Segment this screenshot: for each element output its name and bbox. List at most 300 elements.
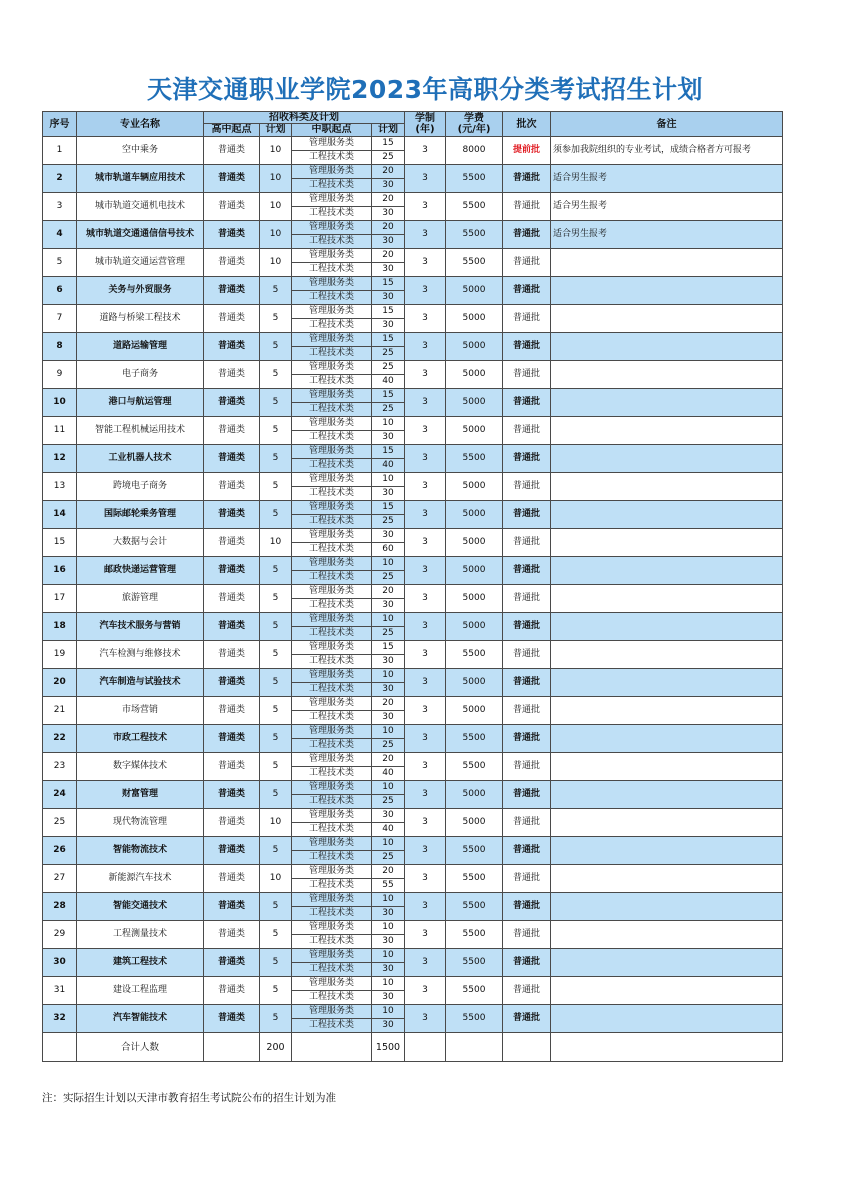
row-seq: 23 xyxy=(43,753,77,781)
table-row xyxy=(43,193,783,207)
row-batch: 普通批 xyxy=(503,949,551,977)
table-row xyxy=(43,613,783,627)
row-hs-category: 普通类 xyxy=(204,389,260,417)
row-batch: 普通批 xyxy=(503,753,551,781)
row-batch: 普通批 xyxy=(503,585,551,613)
row-batch: 普通批 xyxy=(503,501,551,529)
row-seq: 14 xyxy=(43,501,77,529)
row-fee: 5000 xyxy=(446,277,503,305)
row-major: 城市轨道交通运营管理 xyxy=(77,249,204,277)
row-vs-category-mgmt: 管理服务类 xyxy=(292,613,372,627)
table-row xyxy=(43,333,783,347)
row-major: 城市轨道车辆应用技术 xyxy=(77,165,204,193)
row-batch: 普通批 xyxy=(503,445,551,473)
row-vs-category-eng: 工程技术类 xyxy=(292,991,372,1005)
row-hs-plan: 5 xyxy=(260,837,292,865)
row-note xyxy=(551,893,783,921)
table-row xyxy=(43,501,783,515)
row-batch: 普通批 xyxy=(503,613,551,641)
table-row xyxy=(43,389,783,403)
row-vs-plan-mgmt: 20 xyxy=(372,585,405,599)
row-vs-plan-eng: 25 xyxy=(372,739,405,753)
row-note xyxy=(551,473,783,501)
row-hs-category: 普通类 xyxy=(204,473,260,501)
header-plan-group: 招收科类及计划 xyxy=(204,112,405,124)
row-hs-plan: 5 xyxy=(260,921,292,949)
row-note xyxy=(551,613,783,641)
row-major: 数字媒体技术 xyxy=(77,753,204,781)
row-fee: 5000 xyxy=(446,557,503,585)
table-row xyxy=(43,669,783,683)
row-hs-category: 普通类 xyxy=(204,977,260,1005)
row-major: 汽车技术服务与营销 xyxy=(77,613,204,641)
row-vs-category-mgmt: 管理服务类 xyxy=(292,501,372,515)
row-vs-category-eng: 工程技术类 xyxy=(292,375,372,389)
row-vs-category-mgmt: 管理服务类 xyxy=(292,445,372,459)
row-note xyxy=(551,725,783,753)
row-fee: 5000 xyxy=(446,501,503,529)
row-seq: 7 xyxy=(43,305,77,333)
row-fee: 5000 xyxy=(446,585,503,613)
total-label: 合计人数 xyxy=(77,1033,204,1062)
row-vs-category-mgmt: 管理服务类 xyxy=(292,893,372,907)
row-duration: 3 xyxy=(405,865,446,893)
row-vs-category-mgmt: 管理服务类 xyxy=(292,221,372,235)
row-vs-plan-mgmt: 15 xyxy=(372,277,405,291)
row-hs-category: 普通类 xyxy=(204,277,260,305)
row-batch: 普通批 xyxy=(503,781,551,809)
row-hs-plan: 5 xyxy=(260,277,292,305)
row-major: 关务与外贸服务 xyxy=(77,277,204,305)
row-vs-plan-eng: 60 xyxy=(372,543,405,557)
row-vs-plan-eng: 30 xyxy=(372,599,405,613)
row-vs-category-mgmt: 管理服务类 xyxy=(292,669,372,683)
row-fee: 5000 xyxy=(446,613,503,641)
table-row xyxy=(43,641,783,655)
row-hs-category: 普通类 xyxy=(204,417,260,445)
row-vs-category-mgmt: 管理服务类 xyxy=(292,249,372,263)
row-hs-category: 普通类 xyxy=(204,1005,260,1033)
row-vs-plan-mgmt: 15 xyxy=(372,445,405,459)
row-seq: 1 xyxy=(43,137,77,165)
row-vs-category-eng: 工程技术类 xyxy=(292,347,372,361)
row-seq: 29 xyxy=(43,921,77,949)
row-hs-category: 普通类 xyxy=(204,137,260,165)
row-seq: 21 xyxy=(43,697,77,725)
row-fee: 5500 xyxy=(446,221,503,249)
row-vs-category-eng: 工程技术类 xyxy=(292,515,372,529)
table-row xyxy=(43,305,783,319)
table-row xyxy=(43,137,783,151)
row-note xyxy=(551,753,783,781)
total-empty xyxy=(405,1033,446,1062)
row-fee: 5500 xyxy=(446,977,503,1005)
row-vs-plan-mgmt: 25 xyxy=(372,361,405,375)
row-vs-plan-mgmt: 15 xyxy=(372,389,405,403)
row-hs-plan: 5 xyxy=(260,1005,292,1033)
table-row xyxy=(43,977,783,991)
row-hs-category: 普通类 xyxy=(204,753,260,781)
row-batch: 普通批 xyxy=(503,557,551,585)
table-row xyxy=(43,781,783,795)
total-empty xyxy=(551,1033,783,1062)
row-note xyxy=(551,417,783,445)
row-major: 旅游管理 xyxy=(77,585,204,613)
row-batch: 普通批 xyxy=(503,305,551,333)
row-seq: 16 xyxy=(43,557,77,585)
row-major: 工业机器人技术 xyxy=(77,445,204,473)
row-hs-plan: 10 xyxy=(260,249,292,277)
row-hs-category: 普通类 xyxy=(204,865,260,893)
row-hs-category: 普通类 xyxy=(204,165,260,193)
row-note xyxy=(551,1005,783,1033)
row-note: 适合男生报考 xyxy=(551,165,783,193)
row-fee: 5000 xyxy=(446,669,503,697)
row-hs-category: 普通类 xyxy=(204,837,260,865)
row-duration: 3 xyxy=(405,697,446,725)
row-hs-plan: 5 xyxy=(260,473,292,501)
row-seq: 12 xyxy=(43,445,77,473)
row-hs-plan: 5 xyxy=(260,585,292,613)
row-vs-plan-eng: 30 xyxy=(372,711,405,725)
row-hs-plan: 5 xyxy=(260,557,292,585)
row-hs-plan: 5 xyxy=(260,977,292,1005)
row-vs-category-eng: 工程技术类 xyxy=(292,655,372,669)
table-row xyxy=(43,921,783,935)
table-row xyxy=(43,221,783,235)
row-hs-plan: 10 xyxy=(260,137,292,165)
total-hs-cat-cell xyxy=(204,1033,260,1062)
table-row xyxy=(43,473,783,487)
row-fee: 5000 xyxy=(446,473,503,501)
row-vs-plan-mgmt: 20 xyxy=(372,221,405,235)
row-vs-category-mgmt: 管理服务类 xyxy=(292,137,372,151)
row-fee: 5500 xyxy=(446,193,503,221)
row-vs-plan-eng: 25 xyxy=(372,571,405,585)
row-vs-plan-eng: 30 xyxy=(372,907,405,921)
row-hs-category: 普通类 xyxy=(204,697,260,725)
row-seq: 9 xyxy=(43,361,77,389)
row-vs-plan-mgmt: 10 xyxy=(372,725,405,739)
row-duration: 3 xyxy=(405,725,446,753)
row-vs-category-eng: 工程技术类 xyxy=(292,1019,372,1033)
row-duration: 3 xyxy=(405,641,446,669)
table-header-row xyxy=(43,112,783,124)
row-duration: 3 xyxy=(405,445,446,473)
row-hs-category: 普通类 xyxy=(204,669,260,697)
row-vs-category-mgmt: 管理服务类 xyxy=(292,473,372,487)
row-vs-plan-eng: 30 xyxy=(372,683,405,697)
header-note: 备注 xyxy=(551,112,783,137)
row-vs-plan-mgmt: 10 xyxy=(372,949,405,963)
row-fee: 8000 xyxy=(446,137,503,165)
row-vs-plan-eng: 30 xyxy=(372,179,405,193)
row-vs-category-mgmt: 管理服务类 xyxy=(292,305,372,319)
row-vs-plan-eng: 25 xyxy=(372,627,405,641)
row-vs-category-eng: 工程技术类 xyxy=(292,935,372,949)
row-duration: 3 xyxy=(405,921,446,949)
row-fee: 5500 xyxy=(446,837,503,865)
row-vs-category-mgmt: 管理服务类 xyxy=(292,529,372,543)
table-row xyxy=(43,249,783,263)
row-major: 汽车制造与试验技术 xyxy=(77,669,204,697)
row-duration: 3 xyxy=(405,193,446,221)
row-hs-plan: 5 xyxy=(260,389,292,417)
row-fee: 5000 xyxy=(446,417,503,445)
header-vs-start: 中职起点 xyxy=(292,124,372,137)
row-fee: 5000 xyxy=(446,389,503,417)
row-batch: 普通批 xyxy=(503,221,551,249)
row-vs-category-mgmt: 管理服务类 xyxy=(292,1005,372,1019)
row-batch: 普通批 xyxy=(503,865,551,893)
row-vs-plan-mgmt: 20 xyxy=(372,865,405,879)
row-fee: 5500 xyxy=(446,725,503,753)
row-vs-plan-mgmt: 15 xyxy=(372,137,405,151)
row-fee: 5000 xyxy=(446,333,503,361)
row-hs-plan: 10 xyxy=(260,165,292,193)
row-vs-plan-mgmt: 20 xyxy=(372,697,405,711)
row-major: 道路与桥梁工程技术 xyxy=(77,305,204,333)
row-seq: 13 xyxy=(43,473,77,501)
row-hs-category: 普通类 xyxy=(204,725,260,753)
row-vs-plan-eng: 30 xyxy=(372,291,405,305)
row-vs-plan-eng: 25 xyxy=(372,347,405,361)
row-major: 电子商务 xyxy=(77,361,204,389)
row-vs-plan-mgmt: 10 xyxy=(372,977,405,991)
row-note xyxy=(551,781,783,809)
row-hs-category: 普通类 xyxy=(204,641,260,669)
row-hs-plan: 5 xyxy=(260,725,292,753)
row-batch: 提前批 xyxy=(503,137,551,165)
row-batch: 普通批 xyxy=(503,697,551,725)
row-batch: 普通批 xyxy=(503,977,551,1005)
row-vs-category-eng: 工程技术类 xyxy=(292,851,372,865)
row-duration: 3 xyxy=(405,501,446,529)
row-major: 空中乘务 xyxy=(77,137,204,165)
row-fee: 5000 xyxy=(446,529,503,557)
header-duration: 学制 (年) xyxy=(405,112,446,137)
row-vs-plan-mgmt: 20 xyxy=(372,165,405,179)
row-hs-category: 普通类 xyxy=(204,445,260,473)
table-row xyxy=(43,165,783,179)
row-vs-category-mgmt: 管理服务类 xyxy=(292,977,372,991)
row-major: 跨境电子商务 xyxy=(77,473,204,501)
row-vs-plan-eng: 25 xyxy=(372,515,405,529)
row-major: 工程测量技术 xyxy=(77,921,204,949)
row-note: 须参加我院组织的专业考试，成绩合格者方可报考 xyxy=(551,137,783,165)
row-note xyxy=(551,389,783,417)
row-seq: 10 xyxy=(43,389,77,417)
header-hs-start: 高中起点 xyxy=(204,124,260,137)
row-duration: 3 xyxy=(405,1005,446,1033)
row-hs-category: 普通类 xyxy=(204,305,260,333)
row-seq: 11 xyxy=(43,417,77,445)
row-vs-category-mgmt: 管理服务类 xyxy=(292,557,372,571)
row-duration: 3 xyxy=(405,613,446,641)
row-major: 智能物流技术 xyxy=(77,837,204,865)
row-batch: 普通批 xyxy=(503,837,551,865)
row-hs-category: 普通类 xyxy=(204,809,260,837)
row-duration: 3 xyxy=(405,529,446,557)
row-note xyxy=(551,277,783,305)
row-seq: 4 xyxy=(43,221,77,249)
row-major: 财富管理 xyxy=(77,781,204,809)
row-vs-category-eng: 工程技术类 xyxy=(292,151,372,165)
row-vs-plan-eng: 30 xyxy=(372,431,405,445)
row-vs-category-eng: 工程技术类 xyxy=(292,207,372,221)
row-vs-category-mgmt: 管理服务类 xyxy=(292,921,372,935)
row-fee: 5000 xyxy=(446,361,503,389)
row-hs-category: 普通类 xyxy=(204,585,260,613)
row-vs-category-mgmt: 管理服务类 xyxy=(292,389,372,403)
row-hs-plan: 10 xyxy=(260,529,292,557)
row-fee: 5000 xyxy=(446,781,503,809)
row-batch: 普通批 xyxy=(503,361,551,389)
row-fee: 5500 xyxy=(446,641,503,669)
row-seq: 26 xyxy=(43,837,77,865)
row-major: 港口与航运管理 xyxy=(77,389,204,417)
row-batch: 普通批 xyxy=(503,921,551,949)
table-row xyxy=(43,361,783,375)
row-duration: 3 xyxy=(405,473,446,501)
row-vs-category-mgmt: 管理服务类 xyxy=(292,865,372,879)
row-vs-category-mgmt: 管理服务类 xyxy=(292,277,372,291)
row-hs-category: 普通类 xyxy=(204,613,260,641)
row-fee: 5500 xyxy=(446,249,503,277)
table-row xyxy=(43,949,783,963)
row-vs-plan-eng: 40 xyxy=(372,459,405,473)
total-row xyxy=(43,1033,783,1062)
footnote: 注：实际招生计划以天津市教育招生考试院公布的招生计划为准 xyxy=(42,1092,336,1104)
row-hs-category: 普通类 xyxy=(204,529,260,557)
row-vs-category-mgmt: 管理服务类 xyxy=(292,753,372,767)
row-hs-plan: 5 xyxy=(260,361,292,389)
row-major: 道路运输管理 xyxy=(77,333,204,361)
row-note xyxy=(551,837,783,865)
row-vs-category-mgmt: 管理服务类 xyxy=(292,725,372,739)
row-duration: 3 xyxy=(405,809,446,837)
row-vs-plan-eng: 30 xyxy=(372,655,405,669)
row-seq: 32 xyxy=(43,1005,77,1033)
row-batch: 普通批 xyxy=(503,417,551,445)
row-duration: 3 xyxy=(405,949,446,977)
row-duration: 3 xyxy=(405,837,446,865)
row-duration: 3 xyxy=(405,977,446,1005)
row-note xyxy=(551,305,783,333)
header-vs-plan: 计划 xyxy=(372,124,405,137)
table-row xyxy=(43,809,783,823)
row-major: 新能源汽车技术 xyxy=(77,865,204,893)
row-note xyxy=(551,557,783,585)
row-note xyxy=(551,501,783,529)
row-batch: 普通批 xyxy=(503,1005,551,1033)
row-major: 大数据与会计 xyxy=(77,529,204,557)
row-hs-category: 普通类 xyxy=(204,193,260,221)
row-hs-plan: 10 xyxy=(260,221,292,249)
row-hs-category: 普通类 xyxy=(204,949,260,977)
row-vs-category-eng: 工程技术类 xyxy=(292,291,372,305)
row-batch: 普通批 xyxy=(503,641,551,669)
row-vs-plan-eng: 30 xyxy=(372,235,405,249)
row-vs-plan-mgmt: 30 xyxy=(372,529,405,543)
row-vs-plan-mgmt: 15 xyxy=(372,333,405,347)
row-hs-category: 普通类 xyxy=(204,221,260,249)
row-vs-category-mgmt: 管理服务类 xyxy=(292,641,372,655)
row-vs-category-eng: 工程技术类 xyxy=(292,823,372,837)
row-duration: 3 xyxy=(405,305,446,333)
header-major: 专业名称 xyxy=(77,112,204,137)
row-vs-category-eng: 工程技术类 xyxy=(292,431,372,445)
row-vs-plan-eng: 30 xyxy=(372,963,405,977)
row-vs-plan-mgmt: 10 xyxy=(372,613,405,627)
row-vs-category-eng: 工程技术类 xyxy=(292,683,372,697)
row-batch: 普通批 xyxy=(503,249,551,277)
row-hs-plan: 5 xyxy=(260,781,292,809)
row-hs-plan: 5 xyxy=(260,417,292,445)
row-vs-category-eng: 工程技术类 xyxy=(292,599,372,613)
row-hs-category: 普通类 xyxy=(204,501,260,529)
row-hs-plan: 5 xyxy=(260,753,292,781)
row-vs-category-mgmt: 管理服务类 xyxy=(292,333,372,347)
row-vs-category-eng: 工程技术类 xyxy=(292,263,372,277)
row-duration: 3 xyxy=(405,557,446,585)
row-duration: 3 xyxy=(405,333,446,361)
row-major: 国际邮轮乘务管理 xyxy=(77,501,204,529)
total-vs-plan: 1500 xyxy=(372,1033,405,1062)
row-vs-plan-eng: 30 xyxy=(372,991,405,1005)
row-hs-category: 普通类 xyxy=(204,781,260,809)
row-seq: 28 xyxy=(43,893,77,921)
row-vs-category-eng: 工程技术类 xyxy=(292,487,372,501)
row-vs-category-eng: 工程技术类 xyxy=(292,739,372,753)
row-seq: 27 xyxy=(43,865,77,893)
row-seq: 2 xyxy=(43,165,77,193)
row-seq: 25 xyxy=(43,809,77,837)
row-hs-category: 普通类 xyxy=(204,333,260,361)
row-vs-plan-eng: 30 xyxy=(372,263,405,277)
row-vs-category-mgmt: 管理服务类 xyxy=(292,165,372,179)
row-duration: 3 xyxy=(405,249,446,277)
row-fee: 5000 xyxy=(446,305,503,333)
row-fee: 5500 xyxy=(446,1005,503,1033)
row-batch: 普通批 xyxy=(503,725,551,753)
row-major: 汽车智能技术 xyxy=(77,1005,204,1033)
row-note xyxy=(551,333,783,361)
row-hs-plan: 10 xyxy=(260,809,292,837)
row-vs-plan-eng: 25 xyxy=(372,151,405,165)
row-hs-plan: 5 xyxy=(260,641,292,669)
row-vs-plan-mgmt: 10 xyxy=(372,837,405,851)
row-vs-plan-mgmt: 10 xyxy=(372,669,405,683)
row-note: 适合男生报考 xyxy=(551,193,783,221)
row-vs-category-mgmt: 管理服务类 xyxy=(292,417,372,431)
total-hs-plan: 200 xyxy=(260,1033,292,1062)
row-vs-category-mgmt: 管理服务类 xyxy=(292,361,372,375)
row-major: 智能交通技术 xyxy=(77,893,204,921)
row-hs-plan: 5 xyxy=(260,949,292,977)
row-duration: 3 xyxy=(405,585,446,613)
row-vs-plan-mgmt: 20 xyxy=(372,249,405,263)
total-vs-cat-cell xyxy=(292,1033,372,1062)
row-note xyxy=(551,921,783,949)
row-seq: 8 xyxy=(43,333,77,361)
row-major: 城市轨道交通通信信号技术 xyxy=(77,221,204,249)
row-seq: 24 xyxy=(43,781,77,809)
table-row xyxy=(43,865,783,879)
row-vs-category-mgmt: 管理服务类 xyxy=(292,697,372,711)
row-vs-category-eng: 工程技术类 xyxy=(292,767,372,781)
row-fee: 5500 xyxy=(446,921,503,949)
